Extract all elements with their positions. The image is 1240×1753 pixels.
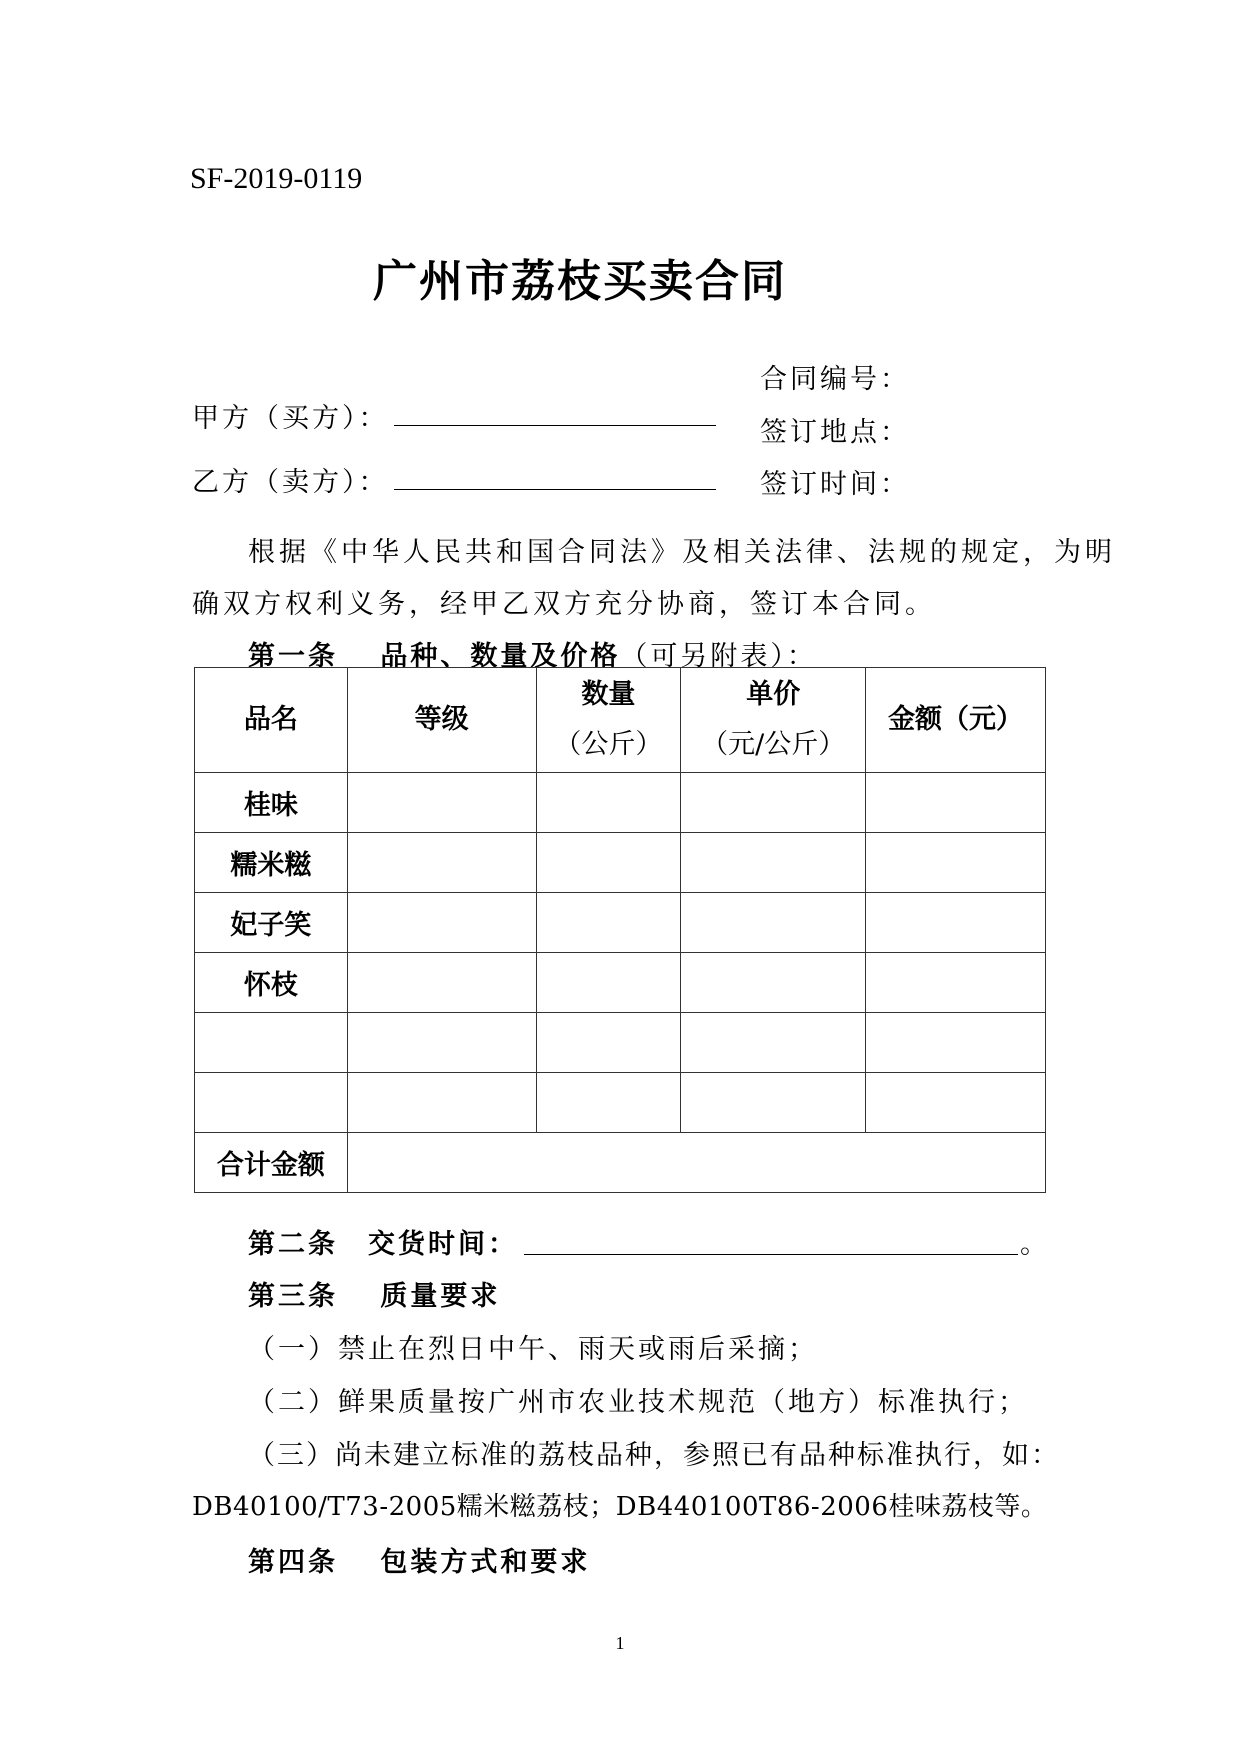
table-row	[195, 893, 1046, 953]
quality-item-2: （二）鲜果质量按广州市农业技术规范（地方）标准执行；	[248, 1387, 1028, 1418]
party-b-label: 乙方（卖方）：	[192, 467, 389, 498]
header-quantity: 数量 （公斤）	[536, 668, 681, 773]
party-a-label: 甲方（买方）：	[192, 403, 389, 434]
quality-item-3-line-2: DB40100/T73-2005糯米糍荔枝；DB440100T86-2006桂味荔枝等。	[192, 1492, 1048, 1522]
page-number: 1	[615, 1633, 625, 1653]
cell[interactable]	[681, 893, 866, 953]
intro-line-2: 确双方权利义务，经甲乙双方充分协商，签订本合同。	[192, 589, 936, 620]
table-header-row	[195, 668, 1046, 773]
cell[interactable]	[536, 1013, 681, 1073]
header-amount: 金额（元）	[866, 668, 1046, 773]
article-1-note: （可另附表）：	[620, 641, 817, 672]
cell[interactable]	[681, 773, 866, 833]
cell[interactable]	[536, 1073, 681, 1133]
cell[interactable]	[347, 893, 536, 953]
party-a-blank-line	[394, 425, 716, 426]
cell[interactable]	[347, 953, 536, 1013]
article-2-heading: 第二条 交货时间：	[248, 1229, 518, 1260]
sign-time-label: 签订时间：	[760, 469, 910, 500]
row-name: 妃子笑	[195, 893, 348, 953]
article-2-end-mark: 。	[1020, 1229, 1050, 1260]
cell[interactable]	[866, 893, 1046, 953]
cell[interactable]	[681, 1013, 866, 1073]
row-name[interactable]	[195, 1073, 348, 1133]
contract-number-label: 合同编号：	[760, 364, 910, 395]
table-row	[195, 773, 1046, 833]
cell[interactable]	[681, 833, 866, 893]
sign-place-label: 签订地点：	[760, 417, 910, 448]
row-name: 桂味	[195, 773, 348, 833]
cell[interactable]	[347, 1013, 536, 1073]
row-name: 怀枝	[195, 953, 348, 1013]
document-code: SF-2019-0119	[190, 162, 363, 195]
cell[interactable]	[681, 953, 866, 1013]
cell[interactable]	[866, 833, 1046, 893]
cell[interactable]	[536, 773, 681, 833]
total-label: 合计金额	[195, 1133, 348, 1193]
header-grade: 等级	[347, 668, 536, 773]
cell[interactable]	[866, 773, 1046, 833]
article-3-heading: 第三条 质量要求	[248, 1281, 501, 1312]
cell[interactable]	[866, 1073, 1046, 1133]
table-row	[195, 1073, 1046, 1133]
header-unit-price: 单价 （元/公斤）	[681, 668, 866, 773]
quality-item-1: （一）禁止在烈日中午、雨天或雨后采摘；	[248, 1334, 818, 1365]
quality-item-3-line-1: （三）尚未建立标准的荔枝品种，参照已有品种标准执行，如：	[248, 1440, 1060, 1471]
cell[interactable]	[536, 893, 681, 953]
header-name: 品名	[195, 668, 348, 773]
row-name[interactable]	[195, 1013, 348, 1073]
cell[interactable]	[347, 833, 536, 893]
cell[interactable]	[347, 773, 536, 833]
article-4-heading: 第四条 包装方式和要求	[248, 1547, 591, 1578]
variety-price-table	[194, 667, 1046, 1193]
table-row	[195, 953, 1046, 1013]
cell[interactable]	[347, 1073, 536, 1133]
table-row	[195, 1013, 1046, 1073]
party-b-blank-line	[394, 489, 716, 490]
table-total-row	[195, 1133, 1046, 1193]
table-row	[195, 833, 1046, 893]
total-amount-cell[interactable]	[347, 1133, 1045, 1193]
document-title: 广州市荔枝买卖合同	[373, 256, 787, 307]
article-1-heading: 第一条 品种、数量及价格	[248, 641, 621, 672]
cell[interactable]	[536, 953, 681, 1013]
cell[interactable]	[536, 833, 681, 893]
row-name: 糯米糍	[195, 833, 348, 893]
delivery-time-blank-line	[524, 1254, 1018, 1255]
cell[interactable]	[681, 1073, 866, 1133]
cell[interactable]	[866, 953, 1046, 1013]
intro-line-1: 根据《中华人民共和国合同法》及相关法律、法规的规定，为明	[248, 537, 1116, 568]
cell[interactable]	[866, 1013, 1046, 1073]
